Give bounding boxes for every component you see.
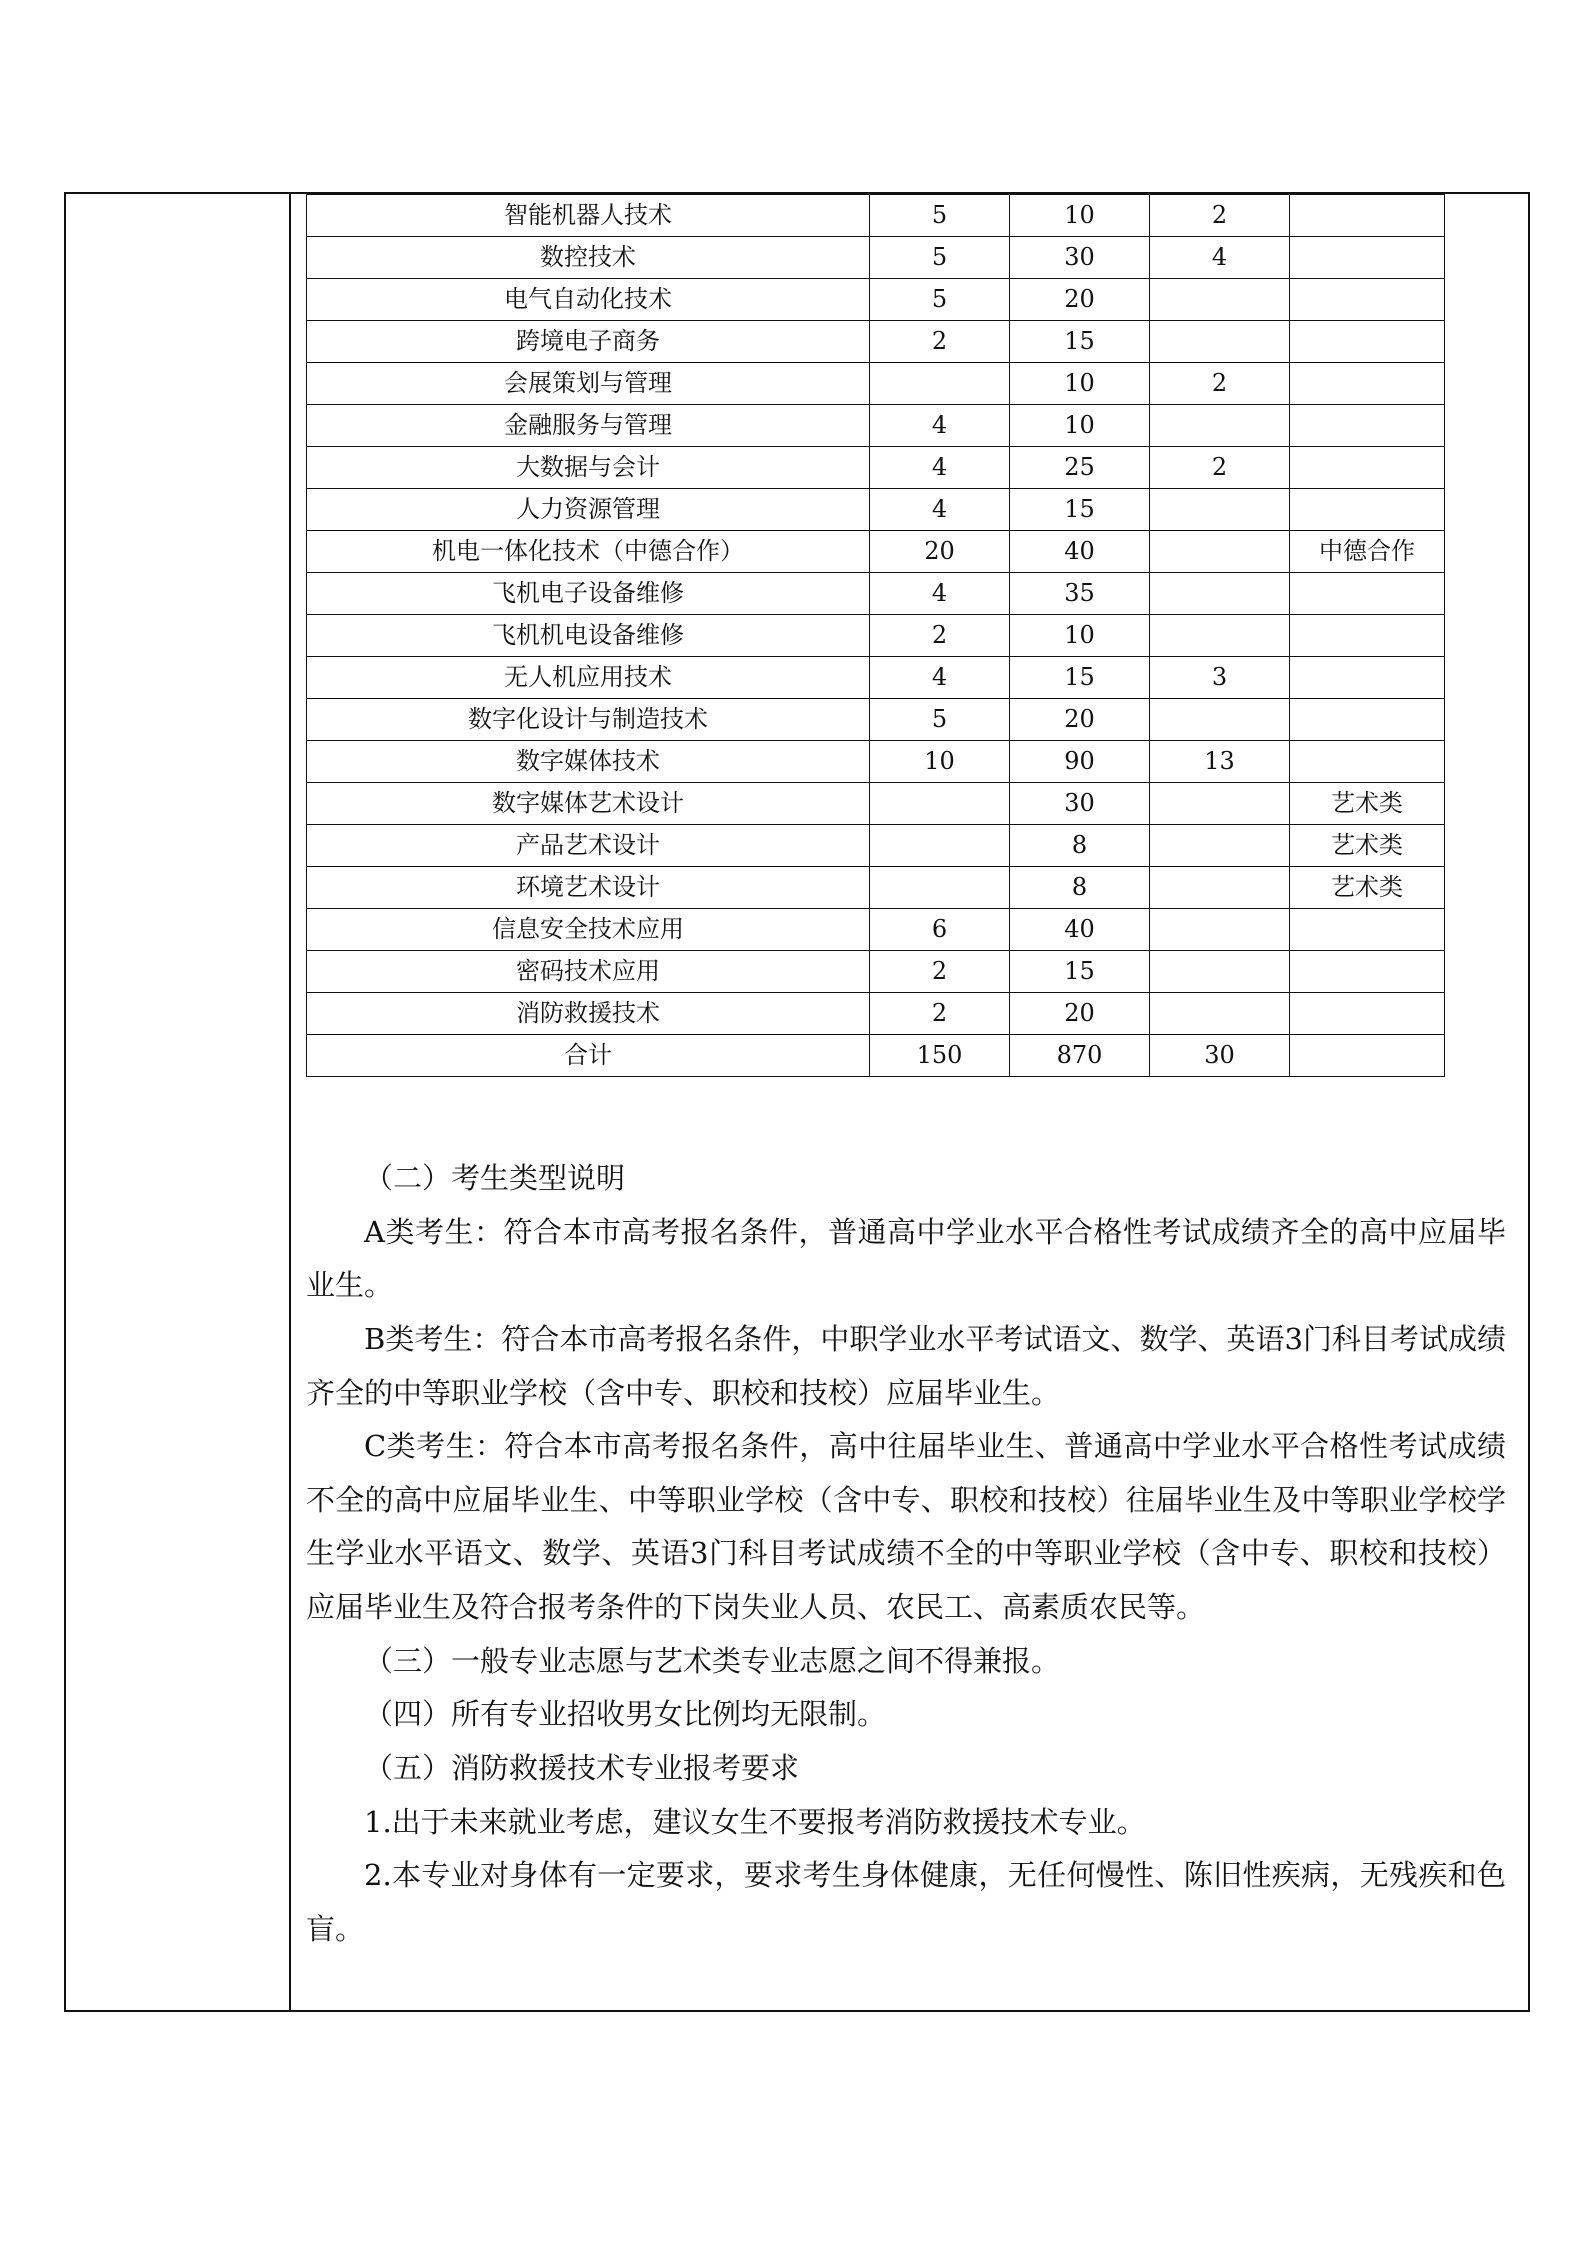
note-cell (1290, 993, 1445, 1035)
major-name-cell: 飞机机电设备维修 (307, 615, 870, 657)
note-cell (1290, 279, 1445, 321)
note-cell (1290, 237, 1445, 279)
table-row (307, 615, 1445, 657)
note-cell: 中德合作 (1290, 531, 1445, 573)
count-b-cell: 40 (1010, 531, 1150, 573)
table-row (307, 867, 1445, 909)
table-row (307, 951, 1445, 993)
note-cell: 艺术类 (1290, 783, 1445, 825)
table-row (307, 279, 1445, 321)
notes-section (306, 1152, 1506, 1957)
outer-right-border (1528, 192, 1530, 2012)
note-cell (1290, 195, 1445, 237)
count-a-cell: 5 (870, 195, 1010, 237)
major-name-cell: 无人机应用技术 (307, 657, 870, 699)
count-b-cell: 10 (1010, 195, 1150, 237)
count-b-cell: 870 (1010, 1035, 1150, 1077)
count-b-cell: 25 (1010, 447, 1150, 489)
count-c-cell: 4 (1150, 237, 1290, 279)
major-name-cell: 人力资源管理 (307, 489, 870, 531)
total-row (307, 1035, 1445, 1077)
count-a-cell: 4 (870, 447, 1010, 489)
table-row (307, 993, 1445, 1035)
major-name-cell: 消防救援技术 (307, 993, 870, 1035)
major-name-cell: 数控技术 (307, 237, 870, 279)
count-a-cell: 2 (870, 993, 1010, 1035)
note-cell (1290, 363, 1445, 405)
major-name-cell: 合计 (307, 1035, 870, 1077)
major-name-cell: 数字媒体艺术设计 (307, 783, 870, 825)
count-c-cell (1150, 321, 1290, 363)
major-name-cell: 密码技术应用 (307, 951, 870, 993)
table-row (307, 363, 1445, 405)
major-name-cell: 会展策划与管理 (307, 363, 870, 405)
count-c-cell (1150, 699, 1290, 741)
count-c-cell (1150, 825, 1290, 867)
count-a-cell: 4 (870, 573, 1010, 615)
table-row (307, 405, 1445, 447)
table-body (307, 195, 1445, 1077)
count-a-cell: 10 (870, 741, 1010, 783)
enrollment-plan-table (306, 194, 1445, 1077)
table-row (307, 825, 1445, 867)
count-b-cell: 20 (1010, 993, 1150, 1035)
count-b-cell: 35 (1010, 573, 1150, 615)
count-b-cell: 20 (1010, 699, 1150, 741)
note-cell (1290, 741, 1445, 783)
note-cell (1290, 909, 1445, 951)
type-a-description: A类考生：符合本市高考报名条件，普通高中学业水平合格性考试成绩齐全的高中应届毕业生。 (306, 1214, 1506, 1303)
outer-left-border (64, 192, 66, 2012)
major-name-cell: 大数据与会计 (307, 447, 870, 489)
requirement-item-2: 2.本专业对身体有一定要求，要求考生身体健康，无任何慢性、陈旧性疾病，无残疾和色盲。 (306, 1858, 1506, 1946)
count-b-cell: 20 (1010, 279, 1150, 321)
count-a-cell: 6 (870, 909, 1010, 951)
table-row (307, 195, 1445, 237)
count-b-cell: 10 (1010, 405, 1150, 447)
table-row (307, 741, 1445, 783)
outer-column-divider (289, 192, 291, 2012)
count-a-cell: 5 (870, 279, 1010, 321)
count-c-cell (1150, 951, 1290, 993)
count-a-cell: 20 (870, 531, 1010, 573)
count-c-cell (1150, 867, 1290, 909)
count-c-cell: 13 (1150, 741, 1290, 783)
count-b-cell: 15 (1010, 657, 1150, 699)
note-cell (1290, 405, 1445, 447)
major-name-cell: 数字化设计与制造技术 (307, 699, 870, 741)
count-a-cell (870, 867, 1010, 909)
count-a-cell: 5 (870, 237, 1010, 279)
note-cell (1290, 699, 1445, 741)
major-name-cell: 产品艺术设计 (307, 825, 870, 867)
note-cell (1290, 1035, 1445, 1077)
note-cell (1290, 489, 1445, 531)
section-4-text: （四）所有专业招收男女比例均无限制。 (364, 1697, 887, 1732)
table-row (307, 489, 1445, 531)
count-b-cell: 15 (1010, 489, 1150, 531)
table-row (307, 573, 1445, 615)
note-cell (1290, 657, 1445, 699)
count-c-cell (1150, 909, 1290, 951)
count-c-cell (1150, 993, 1290, 1035)
count-c-cell: 2 (1150, 363, 1290, 405)
note-cell: 艺术类 (1290, 867, 1445, 909)
count-b-cell: 10 (1010, 363, 1150, 405)
count-c-cell: 3 (1150, 657, 1290, 699)
count-a-cell: 2 (870, 321, 1010, 363)
table-row (307, 447, 1445, 489)
count-b-cell: 8 (1010, 867, 1150, 909)
count-a-cell: 4 (870, 657, 1010, 699)
count-c-cell (1150, 405, 1290, 447)
count-a-cell: 4 (870, 489, 1010, 531)
count-c-cell: 2 (1150, 447, 1290, 489)
section-5-title: （五）消防救援技术专业报考要求 (364, 1751, 800, 1786)
count-c-cell (1150, 783, 1290, 825)
type-b-description: B类考生：符合本市高考报名条件，中职学业水平考试语文、数学、英语3门科目考试成绩齐全的中等职业学校（含中专、职校和技校）应届毕业生。 (306, 1321, 1506, 1410)
major-name-cell: 智能机器人技术 (307, 195, 870, 237)
table-row (307, 657, 1445, 699)
count-c-cell (1150, 573, 1290, 615)
table-row (307, 909, 1445, 951)
major-name-cell: 金融服务与管理 (307, 405, 870, 447)
table-row (307, 783, 1445, 825)
major-name-cell: 环境艺术设计 (307, 867, 870, 909)
major-name-cell: 信息安全技术应用 (307, 909, 870, 951)
count-a-cell: 2 (870, 615, 1010, 657)
count-c-cell (1150, 489, 1290, 531)
table-row (307, 531, 1445, 573)
section-3-text: （三）一般专业志愿与艺术类专业志愿之间不得兼报。 (364, 1643, 1061, 1678)
count-b-cell: 90 (1010, 741, 1150, 783)
note-cell: 艺术类 (1290, 825, 1445, 867)
note-cell (1290, 321, 1445, 363)
count-a-cell: 5 (870, 699, 1010, 741)
count-c-cell: 2 (1150, 195, 1290, 237)
count-b-cell: 15 (1010, 321, 1150, 363)
major-name-cell: 数字媒体技术 (307, 741, 870, 783)
note-cell (1290, 447, 1445, 489)
count-a-cell (870, 363, 1010, 405)
count-c-cell (1150, 279, 1290, 321)
count-c-cell: 30 (1150, 1035, 1290, 1077)
count-b-cell: 15 (1010, 951, 1150, 993)
count-b-cell: 30 (1010, 237, 1150, 279)
table-row (307, 699, 1445, 741)
note-cell (1290, 573, 1445, 615)
count-a-cell (870, 825, 1010, 867)
requirement-item-1: 1.出于未来就业考虑，建议女生不要报考消防救援技术专业。 (364, 1804, 1146, 1839)
count-a-cell: 2 (870, 951, 1010, 993)
section-2-title: （二）考生类型说明 (364, 1161, 626, 1195)
major-name-cell: 飞机电子设备维修 (307, 573, 870, 615)
count-b-cell: 40 (1010, 909, 1150, 951)
count-b-cell: 30 (1010, 783, 1150, 825)
count-a-cell: 4 (870, 405, 1010, 447)
type-c-description: C类考生：符合本市高考报名条件，高中往届毕业生、普通高中学业水平合格性考试成绩不全的高中应届毕业生、中等职业学校（含中专、职校和技校）往届毕业生及中等职业学校学生学业水平语文、数学、英语3门科目考试成绩不全的中等职业学校（含中专、职校和技校）应届毕业生及符合报考条件的下岗失业人员、农民工、高素质农民等。 (306, 1429, 1506, 1625)
major-name-cell: 电气自动化技术 (307, 279, 870, 321)
major-name-cell: 机电一体化技术（中德合作） (307, 531, 870, 573)
count-c-cell (1150, 615, 1290, 657)
major-name-cell: 跨境电子商务 (307, 321, 870, 363)
note-cell (1290, 951, 1445, 993)
note-cell (1290, 615, 1445, 657)
count-a-cell (870, 783, 1010, 825)
table-row (307, 237, 1445, 279)
count-c-cell (1150, 531, 1290, 573)
count-b-cell: 8 (1010, 825, 1150, 867)
count-a-cell: 150 (870, 1035, 1010, 1077)
count-b-cell: 10 (1010, 615, 1150, 657)
table-row (307, 321, 1445, 363)
